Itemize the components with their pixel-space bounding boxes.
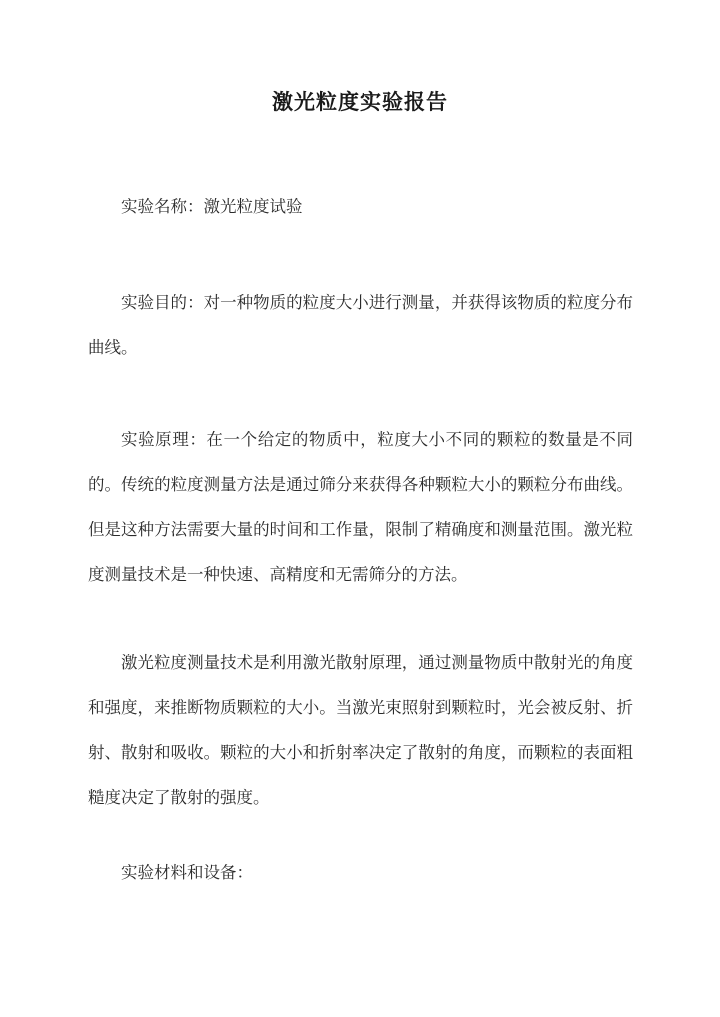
experiment-name-paragraph: 实验名称：激光粒度试验 <box>121 197 303 216</box>
experiment-aim-paragraph: 实验目的：对一种物质的粒度大小进行测量，并获得该物质的粒度分布曲线。 <box>88 293 633 357</box>
materials-equipment-heading: 实验材料和设备： <box>121 863 253 882</box>
document-title: 激光粒度实验报告 <box>272 89 448 114</box>
experiment-principle-paragraph: 实验原理：在一个给定的物质中，粒度大小不同的颗粒的数量是不同的。传统的粒度测量方法是通过筛分来获得各种颗粒大小的颗粒分布曲线。但是这种方法需要大量的时间和工作量，限制了精确度和测量范围。激光粒度测量技术是一种快速、高精度和无需筛分的方法。 <box>88 430 633 584</box>
laser-technique-paragraph: 激光粒度测量技术是利用激光散射原理，通过测量物质中散射光的角度和强度，来推断物质颗粒的大小。当激光束照射到颗粒时，光会被反射、折射、散射和吸收。颗粒的大小和折射率决定了散射的角度，而颗粒的表面粗糙度决定了散射的强度。 <box>88 653 633 807</box>
